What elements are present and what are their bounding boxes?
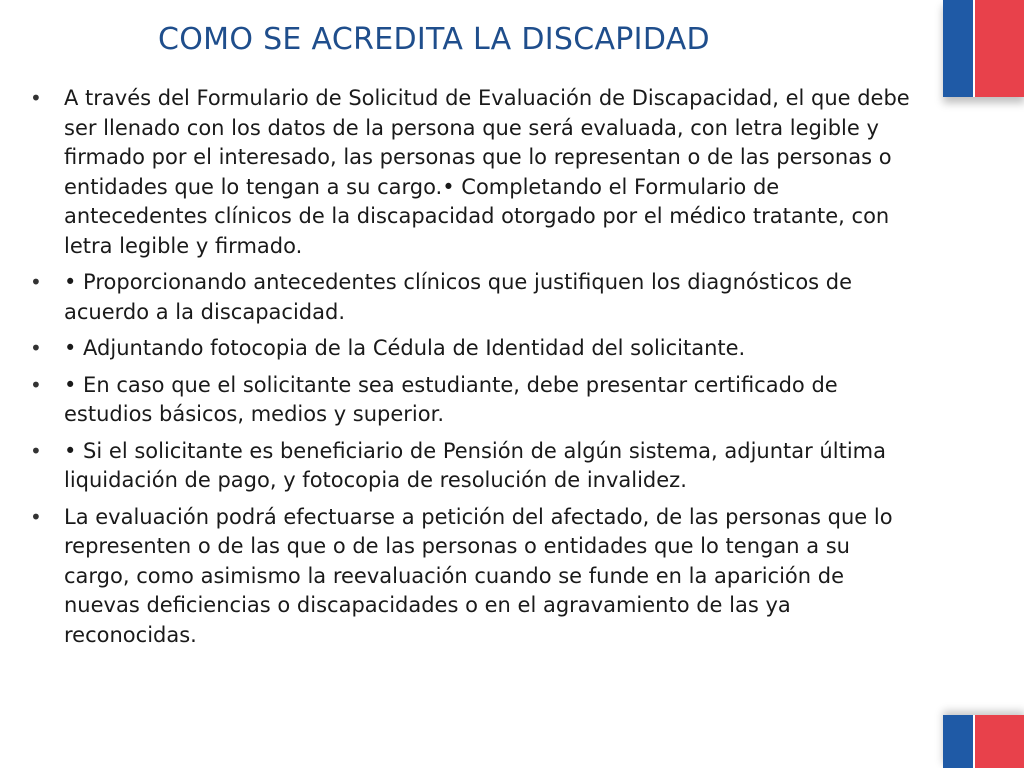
- bullet-marker: •: [30, 372, 42, 397]
- bullet-text: A través del Formulario de Solicitud de Evaluación de Discapacidad, el que debe ser llenado con los datos de la persona que será evaluada, con letra legible y firmado por el interesado, las personas que lo representan o de las personas o entidades que lo tengan a su cargo.• Completando el Formulario de antecedentes clínicos de la discapacidad otorgado por el médico tratante, con letra legible y firmado.: [64, 86, 910, 258]
- bullet-item: [30, 268, 915, 327]
- bullet-item: [30, 437, 915, 496]
- bullet-marker: •: [30, 270, 42, 294]
- flag-red-stripe: [975, 715, 1024, 768]
- bullet-text: • Adjuntando fotocopia de la Cédula de Identidad del solicitante.: [64, 336, 746, 360]
- slide-title: COMO SE ACREDITA LA DISCAPIDAD: [158, 22, 710, 57]
- bullet-text: • En caso que el solicitante sea estudiante, debe presentar certificado de estudios básicos, medios y superior.: [64, 372, 838, 426]
- bullet-list: [30, 84, 915, 657]
- bullet-item: [30, 84, 915, 261]
- bullet-item: [30, 334, 915, 364]
- bullet-marker: •: [30, 438, 42, 463]
- flag-decoration-top: [943, 0, 1024, 97]
- flag-decoration-bottom: [943, 715, 1024, 768]
- bullet-item: [30, 371, 915, 430]
- flag-blue-stripe: [943, 715, 973, 768]
- bullet-item: [30, 503, 915, 651]
- bullet-marker: •: [30, 504, 42, 529]
- flag-red-stripe: [975, 0, 1024, 97]
- bullet-marker: •: [30, 336, 42, 360]
- bullet-marker: •: [30, 86, 42, 110]
- bullet-text: La evaluación podrá efectuarse a petición del afectado, de las personas que lo representen o de las que o de las personas o entidades que lo tengan a su cargo, como asimismo la reevaluación cuando se funde en la aparición de nuevas deficiencias o discapacidades o en el agravamiento de las ya reconocidas.: [64, 504, 893, 647]
- flag-blue-stripe: [943, 0, 973, 97]
- bullet-text: • Si el solicitante es beneficiario de Pensión de algún sistema, adjuntar última liquidación de pago, y fotocopia de resolución de invalidez.: [64, 438, 886, 492]
- bullet-text: • Proporcionando antecedentes clínicos que justifiquen los diagnósticos de acuerdo a la discapacidad.: [64, 270, 853, 324]
